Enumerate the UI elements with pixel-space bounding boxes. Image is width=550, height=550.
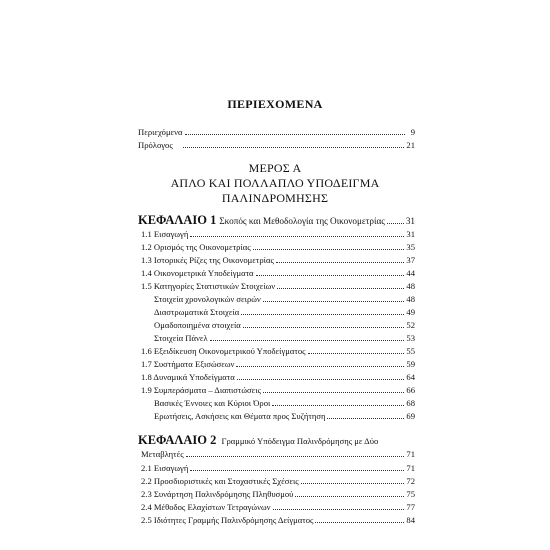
toc-entry-page: 71 xyxy=(406,463,415,473)
toc-entry xyxy=(141,502,415,513)
toc-entry-label: 2.3 Συνάρτηση Παλινδρόμησης Πληθυσμού xyxy=(141,489,294,499)
toc-entry xyxy=(141,359,415,370)
toc-leader-dots xyxy=(256,268,405,276)
page-title: ΠΕΡΙΕΧΟΜΕΝΑ xyxy=(227,97,323,111)
toc-entry xyxy=(141,229,415,240)
part-title-line: ΑΠΛΟ ΚΑΙ ΠΟΛΛΑΠΛΟ ΥΠΟΔΕΙΓΜΑ xyxy=(170,176,380,190)
toc-leader-dots xyxy=(243,320,405,328)
toc-entry-label: 1.2 Ορισμός της Οικονομετρίας xyxy=(141,242,251,252)
toc-entry xyxy=(141,242,415,253)
toc-leader-dots xyxy=(277,281,404,289)
toc-entry-page: 37 xyxy=(406,255,415,265)
toc-leader-dots xyxy=(308,346,405,354)
toc-entry xyxy=(141,281,415,292)
toc-entry-label: Ομαδοποιημένα στοιχεία xyxy=(154,320,241,330)
toc-entry-page: 48 xyxy=(406,294,415,304)
toc-entry-label: 1.6 Εξειδίκευση Οικονομετρικού Υποδείγματος xyxy=(141,346,306,356)
chapter-heading xyxy=(138,435,378,447)
toc-entry-page: 35 xyxy=(406,242,415,252)
toc-entry xyxy=(141,372,415,383)
toc-entry-page: 9 xyxy=(410,127,415,137)
toc-entry-page: 77 xyxy=(406,502,415,512)
toc-entry-page: 44 xyxy=(406,268,415,278)
toc-leader-dots xyxy=(210,333,405,341)
chapter-number: ΚΕΦΑΛΑΙΟ 1 xyxy=(138,213,217,227)
toc-entry-page: 84 xyxy=(406,515,415,525)
toc-entry-label: Βασικές Έννοιες και Κύριοι Όροι xyxy=(154,398,271,408)
toc-entry-label: Στοιχεία Πάνελ xyxy=(154,333,208,343)
chapter-number: ΚΕΦΑΛΑΙΟ 2 xyxy=(138,433,217,447)
chapter-title: Σκοπός και Μεθοδολογία της Οικονομετρίας xyxy=(219,216,385,226)
toc-leader-dots xyxy=(237,372,405,380)
chapter-title-cont: Μεταβλητές xyxy=(141,449,184,459)
toc-leader-dots xyxy=(327,411,404,419)
toc-entry xyxy=(141,385,415,396)
toc-entry-page: 31 xyxy=(406,229,415,239)
toc-entry-label: 2.5 Ιδιότητες Γραμμής Παλινδρόμησης Δείγματος xyxy=(141,515,314,525)
toc-entry-page: 66 xyxy=(406,385,415,395)
chapter-page: 31 xyxy=(405,216,415,226)
toc-leader-dots xyxy=(236,359,404,367)
toc-entry-label: 2.1 Εισαγωγή xyxy=(141,463,189,473)
toc-entry xyxy=(138,140,415,151)
toc-entry-page: 69 xyxy=(406,411,415,421)
toc-entry-page: 59 xyxy=(406,359,415,369)
toc-entry-label: 1.7 Συστήματα Εξισώσεων xyxy=(141,359,235,369)
toc-leader-dots xyxy=(241,307,404,315)
toc-leader-dots xyxy=(272,398,404,406)
toc-entry xyxy=(138,127,415,138)
chapter-page: 71 xyxy=(406,449,415,459)
chapter-title: Γραμμικό Υπόδειγμα Παλινδρόμησης με Δύο xyxy=(221,436,379,446)
toc-entry xyxy=(141,476,415,487)
toc-entry-page: 55 xyxy=(406,346,415,356)
toc-leader-dots xyxy=(301,476,405,484)
toc-leader-dots xyxy=(273,502,405,510)
toc-subentry xyxy=(154,333,415,344)
toc-entry xyxy=(141,489,415,500)
toc-entry-page: 49 xyxy=(406,307,415,317)
toc-entry-label: Ερωτήσεις, Ασκήσεις και Θέματα προς Συζήτηση xyxy=(154,411,326,421)
toc-leader-dots xyxy=(295,489,404,497)
toc-entry-page: 52 xyxy=(406,320,415,330)
toc-entry xyxy=(141,255,415,266)
toc-entry xyxy=(141,463,415,474)
toc-entry-label: 2.2 Προσδιοριστικές και Στοχαστικές Σχέσεις xyxy=(141,476,299,486)
toc-entry-label: 1.5 Κατηγορίες Στατιστικών Στοιχείων xyxy=(141,281,276,291)
toc-entry-page: 68 xyxy=(406,398,415,408)
toc-entry-label: 1.1 Εισαγωγή xyxy=(141,229,189,239)
toc-leader-dots xyxy=(276,255,405,263)
toc-leader-dots xyxy=(387,216,404,224)
toc-entry-page: 64 xyxy=(406,372,415,382)
toc-entry-label: Πρόλογος xyxy=(138,140,173,150)
toc-subentry xyxy=(154,398,415,409)
toc-entry-label: Περιεχόμενα xyxy=(138,127,183,137)
chapter-heading xyxy=(138,215,415,227)
toc-entry-page: 72 xyxy=(406,476,415,486)
part-title-line: ΜΕΡΟΣ Α xyxy=(248,161,302,175)
toc-entry xyxy=(141,515,415,526)
toc-subentry xyxy=(154,411,415,422)
toc-leader-dots xyxy=(253,242,405,250)
toc-leader-dots xyxy=(186,449,405,457)
toc-entry-label: Στοιχεία χρονολογικών σειρών xyxy=(154,294,261,304)
part-title-line: ΠΑΛΙΝΔΡΟΜΗΣΗΣ xyxy=(221,191,329,205)
toc-entry-page: 75 xyxy=(406,489,415,499)
toc-subentry xyxy=(154,320,415,331)
toc-leader-dots xyxy=(183,140,405,148)
toc-leader-dots xyxy=(185,127,405,135)
toc-entry-page: 21 xyxy=(406,140,415,150)
chapter-title-continued xyxy=(141,449,415,460)
toc-leader-dots xyxy=(315,515,404,523)
toc-leader-dots xyxy=(190,229,404,237)
toc-entry-label: 1.8 Δυναμικά Υποδείγματα xyxy=(141,372,235,382)
toc-subentry xyxy=(154,294,415,305)
toc-entry-label: 1.3 Ιστορικές Ρίζες της Οικονομετρίας xyxy=(141,255,274,265)
toc-entry-label: 1.9 Συμπεράσματα – Διαπιστώσεις xyxy=(141,385,262,395)
toc-leader-dots xyxy=(263,294,405,302)
toc-entry-page: 48 xyxy=(406,281,415,291)
toc-entry-page: 53 xyxy=(406,333,415,343)
toc-entry-label: 1.4 Οικονομετρικά Υποδείγματα xyxy=(141,268,254,278)
toc-subentry xyxy=(154,307,415,318)
toc-leader-dots xyxy=(190,463,404,471)
toc-entry xyxy=(141,268,415,279)
toc-leader-dots xyxy=(263,385,404,393)
toc-entry-label: 2.4 Μέθοδος Ελαχίστων Τετραγώνων xyxy=(141,502,271,512)
toc-entry-label: Διαστρωματικά Στοιχεία xyxy=(154,307,240,317)
toc-entry xyxy=(141,346,415,357)
